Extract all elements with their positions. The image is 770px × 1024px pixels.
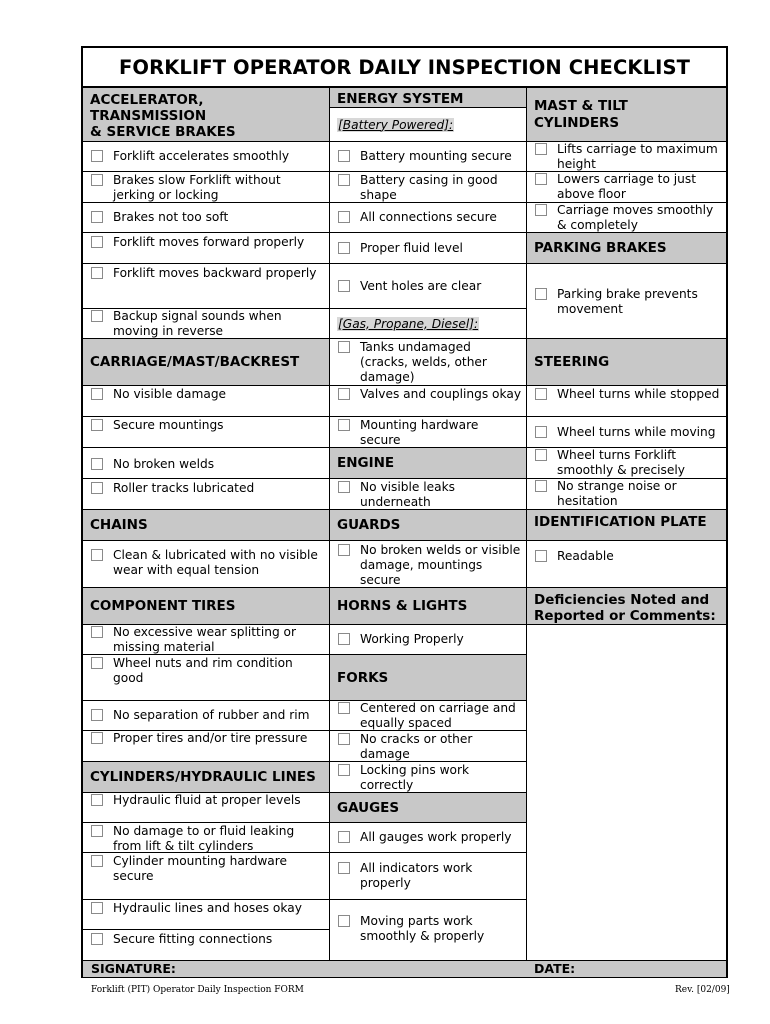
checklist-item	[83, 541, 329, 588]
checklist-item	[330, 172, 526, 203]
checklist-item	[527, 541, 726, 588]
checkbox[interactable]	[91, 458, 103, 470]
checklist-item-label: Battery mounting secure	[360, 149, 512, 163]
checklist-item	[83, 233, 329, 264]
checkbox[interactable]	[338, 150, 350, 162]
checkbox[interactable]	[338, 211, 350, 223]
checklist-item	[83, 853, 329, 900]
checklist-item	[83, 448, 329, 479]
section-header-label: COMPONENT TIRES	[90, 598, 236, 614]
checklist-item	[527, 386, 726, 417]
checklist-item	[83, 731, 329, 762]
checklist-item-label: Forklift accelerates smoothly	[113, 149, 290, 163]
checklist-item-label: Tanks undamaged (cracks, welds, other damage)	[360, 340, 487, 384]
checkbox[interactable]	[338, 733, 350, 745]
checklist-item-label: Clean & lubricated with no visible wear with equal tension	[113, 548, 318, 577]
checklist-item-label: Lowers carriage to just above floor	[557, 172, 697, 201]
checklist-item-label: Wheel turns while moving	[557, 425, 716, 439]
checkbox[interactable]	[91, 482, 103, 494]
checklist-item-label: Cylinder mounting hardware secure	[113, 854, 288, 883]
section-header-engine	[330, 448, 526, 479]
checklist-item	[330, 731, 526, 762]
checklist-item	[330, 233, 526, 264]
checklist-item	[83, 386, 329, 417]
section-header-accelerator-transmission-service-brakes	[83, 88, 329, 142]
checklist-item	[330, 203, 526, 233]
checklist-item	[83, 142, 329, 172]
checkbox[interactable]	[338, 702, 350, 714]
checkbox[interactable]	[338, 633, 350, 645]
inspection-form	[81, 46, 728, 978]
checkbox[interactable]	[91, 933, 103, 945]
checklist-item	[330, 417, 526, 448]
checklist-item	[527, 479, 726, 510]
checklist-item-label: Proper tires and/or tire pressure	[113, 731, 308, 745]
checkbox[interactable]	[338, 388, 350, 400]
section-header-label: Deficiencies Noted and Reported or Comments:	[534, 592, 716, 624]
section-header-label: ENERGY SYSTEM	[337, 91, 464, 107]
signature-label: SIGNATURE:	[91, 961, 176, 976]
checklist-item	[330, 479, 526, 510]
section-header-forks	[330, 655, 526, 701]
checkbox[interactable]	[91, 150, 103, 162]
checklist-item-label: Hydraulic lines and hoses okay	[113, 901, 302, 915]
checklist-item-label: Battery casing in good shape	[360, 173, 498, 202]
checkbox[interactable]	[91, 236, 103, 248]
section-header-identification-plate	[527, 510, 726, 541]
section-header-label: HORNS & LIGHTS	[337, 598, 468, 614]
checklist-item-label: Proper fluid level	[360, 241, 463, 255]
checklist-item	[83, 930, 329, 960]
section-header-cylinders-hydraulic-lines	[83, 762, 329, 793]
checkbox[interactable]	[535, 173, 547, 185]
checkbox[interactable]	[338, 419, 350, 431]
checklist-item-label: Forklift moves backward properly	[113, 266, 317, 280]
checkbox[interactable]	[91, 419, 103, 431]
checklist-item-label: Secure fitting connections	[113, 932, 273, 946]
checkbox[interactable]	[91, 855, 103, 867]
checklist-item-label: Mounting hardware secure	[360, 418, 479, 447]
checkbox[interactable]	[338, 831, 350, 843]
checklist-item-label: No strange noise or hesitation	[557, 479, 677, 508]
checklist-item	[83, 417, 329, 448]
checklist-item-label: Valves and couplings okay	[360, 387, 522, 401]
checkbox[interactable]	[91, 388, 103, 400]
section-header-energy-system	[330, 88, 526, 108]
checklist-item	[83, 793, 329, 823]
checkbox[interactable]	[91, 794, 103, 806]
section-header-label: STEERING	[534, 354, 610, 370]
date-label: DATE:	[534, 961, 576, 976]
checklist-item-label: Readable	[557, 549, 614, 563]
checklist-item	[83, 701, 329, 731]
divider	[329, 88, 330, 960]
checklist-item-label: No damage to or fluid leaking from lift & tilt cylinders	[113, 824, 295, 853]
checklist-item-label: Roller tracks lubricated	[113, 481, 255, 495]
footer-left: Forklift (PIT) Operator Daily Inspection FORM	[91, 985, 304, 995]
checklist-item	[330, 853, 526, 900]
section-header-guards	[330, 510, 526, 541]
checklist-item-label: Locking pins work correctly	[360, 763, 470, 792]
checkbox[interactable]	[338, 915, 350, 927]
checklist-item	[330, 900, 526, 960]
checklist-item	[83, 203, 329, 233]
fuel-type-label	[330, 309, 526, 339]
checkbox[interactable]	[535, 288, 547, 300]
checklist-item-label: No broken welds or visible damage, mountings secure	[360, 543, 521, 587]
checkbox[interactable]	[338, 341, 350, 353]
section-header-steering	[527, 339, 726, 386]
section-header-label: IDENTIFICATION PLATE	[534, 514, 707, 530]
section-header-label: GAUGES	[337, 799, 400, 816]
form-title: FORKLIFT OPERATOR DAILY INSPECTION CHECKLIST	[83, 48, 726, 88]
checklist-item	[330, 823, 526, 853]
checkbox[interactable]	[338, 862, 350, 874]
checkbox[interactable]	[91, 174, 103, 186]
checklist-item	[83, 900, 329, 930]
checklist-item	[330, 762, 526, 793]
checkbox[interactable]	[535, 480, 547, 492]
checklist-item	[527, 448, 726, 479]
checklist-item-label: Wheel nuts and rim condition good	[113, 656, 293, 685]
checklist-item	[527, 417, 726, 448]
checklist-item-label: Vent holes are clear	[360, 279, 482, 293]
section-header-label: CYLINDERS/HYDRAULIC LINES	[90, 769, 316, 785]
checklist-item	[527, 172, 726, 203]
checklist-item	[330, 339, 526, 386]
checkbox[interactable]	[535, 204, 547, 216]
checklist-item	[527, 264, 726, 339]
section-header-label: ENGINE	[337, 455, 395, 471]
checklist-item-label: Centered on carriage and equally spaced	[360, 701, 516, 730]
checklist-item-label: No visible leaks underneath	[360, 480, 456, 509]
checklist-item-label: All gauges work properly	[360, 830, 512, 844]
checkbox[interactable]	[91, 626, 103, 638]
checkbox[interactable]	[91, 211, 103, 223]
checklist-item-label: Lifts carriage to maximum height	[557, 142, 718, 171]
section-header-label: PARKING BRAKES	[534, 240, 667, 256]
section-header-carriage-mast-backrest	[83, 339, 329, 386]
checklist-item	[330, 142, 526, 172]
checklist-item	[83, 309, 329, 339]
checklist-item-label: Moving parts work smoothly & properly	[360, 914, 485, 943]
checkbox[interactable]	[338, 280, 350, 292]
checkbox[interactable]	[338, 174, 350, 186]
checkbox[interactable]	[91, 657, 103, 669]
section-header-label: CARRIAGE/MAST/BACKREST	[90, 354, 300, 370]
checkbox[interactable]	[91, 549, 103, 561]
fuel-type-label	[330, 108, 526, 142]
checklist-item-label: Brakes slow Forklift without jerking or locking	[113, 173, 281, 202]
checklist-item	[83, 479, 329, 510]
checklist-item-label: Secure mountings	[113, 418, 224, 432]
checkbox[interactable]	[338, 764, 350, 776]
signature-row	[83, 960, 726, 977]
comments-area[interactable]	[527, 625, 726, 960]
checkbox[interactable]	[535, 426, 547, 438]
checkbox[interactable]	[338, 242, 350, 254]
section-header-label: ACCELERATOR, TRANSMISSION & SERVICE BRAKES	[90, 92, 236, 140]
checkbox[interactable]	[91, 310, 103, 322]
checklist-item-label: Forklift moves forward properly	[113, 235, 305, 249]
checklist-item	[330, 625, 526, 655]
checkbox[interactable]	[338, 544, 350, 556]
checklist-item-label: No broken welds	[113, 457, 215, 471]
section-header-horns-lights	[330, 588, 526, 625]
checklist-item	[527, 203, 726, 233]
checklist-item-label: No excessive wear splitting or missing material	[113, 625, 297, 654]
checklist-item-label: Carriage moves smoothly & completely	[557, 203, 714, 232]
checklist-item	[330, 701, 526, 731]
checklist-item	[83, 172, 329, 203]
section-header-label: FORKS	[337, 669, 389, 686]
checklist-item	[330, 541, 526, 588]
checkbox[interactable]	[91, 732, 103, 744]
checklist-item	[527, 142, 726, 172]
section-header-deficiencies-noted-and-reported-or-comments	[527, 588, 726, 625]
checkbox[interactable]	[535, 550, 547, 562]
section-header-component-tires	[83, 588, 329, 625]
checkbox[interactable]	[91, 709, 103, 721]
checklist-item-label: All indicators work properly	[360, 861, 473, 890]
checklist-item-label: Wheel turns Forklift smoothly & precisely	[557, 448, 685, 477]
checkbox[interactable]	[535, 143, 547, 155]
section-header-label: GUARDS	[337, 517, 401, 533]
checkbox[interactable]	[91, 902, 103, 914]
checkbox[interactable]	[91, 267, 103, 279]
checklist-item-label: Wheel turns while stopped	[557, 387, 720, 401]
divider	[526, 88, 527, 960]
checklist-item-label: Working Properly	[360, 632, 464, 646]
checklist-item	[83, 823, 329, 853]
section-header-label: MAST & TILT CYLINDERS	[534, 97, 628, 131]
section-header-chains	[83, 510, 329, 541]
checklist-item-label: No separation of rubber and rim	[113, 708, 310, 722]
checkbox[interactable]	[91, 825, 103, 837]
checklist-item	[83, 264, 329, 309]
section-header-label: CHAINS	[90, 517, 148, 533]
fuel-type-text: [Gas, Propane, Diesel]:	[338, 316, 479, 331]
section-header-gauges	[330, 793, 526, 823]
checklist-item-label: Hydraulic fluid at proper levels	[113, 793, 301, 807]
checkbox[interactable]	[338, 481, 350, 493]
checklist-item	[330, 264, 526, 309]
checklist-item-label: Parking brake prevents movement	[557, 287, 698, 316]
checkbox[interactable]	[535, 388, 547, 400]
section-header-mast-tilt-cylinders	[527, 88, 726, 142]
checklist-item	[83, 625, 329, 655]
checklist-item-label: No cracks or other damage	[360, 732, 473, 761]
fuel-type-text: [Battery Powered]:	[338, 117, 454, 132]
checkbox[interactable]	[535, 449, 547, 461]
checklist-item-label: No visible damage	[113, 387, 227, 401]
checklist-item-label: All connections secure	[360, 210, 497, 224]
checklist-item-label: Brakes not too soft	[113, 210, 229, 224]
checklist-item-label: Backup signal sounds when moving in reverse	[113, 309, 282, 338]
checklist-item	[330, 386, 526, 417]
checklist-item	[83, 655, 329, 701]
section-header-parking-brakes	[527, 233, 726, 264]
footer-right: Rev. [02/09]	[675, 985, 730, 995]
